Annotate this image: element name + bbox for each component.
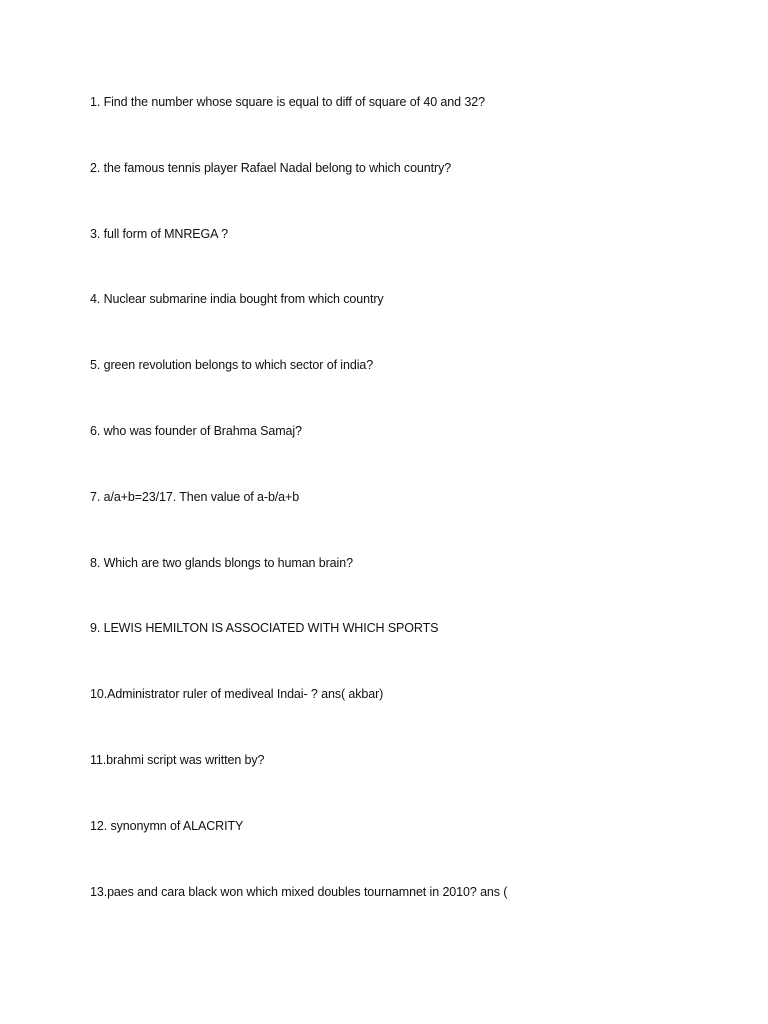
question-3: 3. full form of MNREGA ? xyxy=(90,226,228,241)
question-10: 10.Administrator ruler of mediveal Indai- ? ans( akbar) xyxy=(90,687,384,702)
question-5: 5. green revolution belongs to which sector of india? xyxy=(90,358,374,373)
question-13: 13.paes and cara black won which mixed doubles tournamnet in 2010? ans ( xyxy=(90,884,508,899)
question-11: 11.brahmi script was written by? xyxy=(90,752,265,767)
question-1: 1. Find the number whose square is equal to diff of square of 40 and 32? xyxy=(90,95,485,109)
question-12: 12. synonymn of ALACRITY xyxy=(90,818,244,833)
question-list xyxy=(90,94,750,949)
question-6: 6. who was founder of Brahma Samaj? xyxy=(90,423,302,438)
question-7: 7. a/a+b=23/17. Then value of a-b/a+b xyxy=(90,489,300,504)
question-4: 4. Nuclear submarine india bought from which country xyxy=(90,292,384,307)
question-9: 9. LEWIS HEMILTON IS ASSOCIATED WITH WHICH SPORTS xyxy=(90,621,439,636)
question-2: 2. the famous tennis player Rafael Nadal belong to which country? xyxy=(90,160,452,175)
question-8: 8. Which are two glands blongs to human brain? xyxy=(90,555,353,570)
